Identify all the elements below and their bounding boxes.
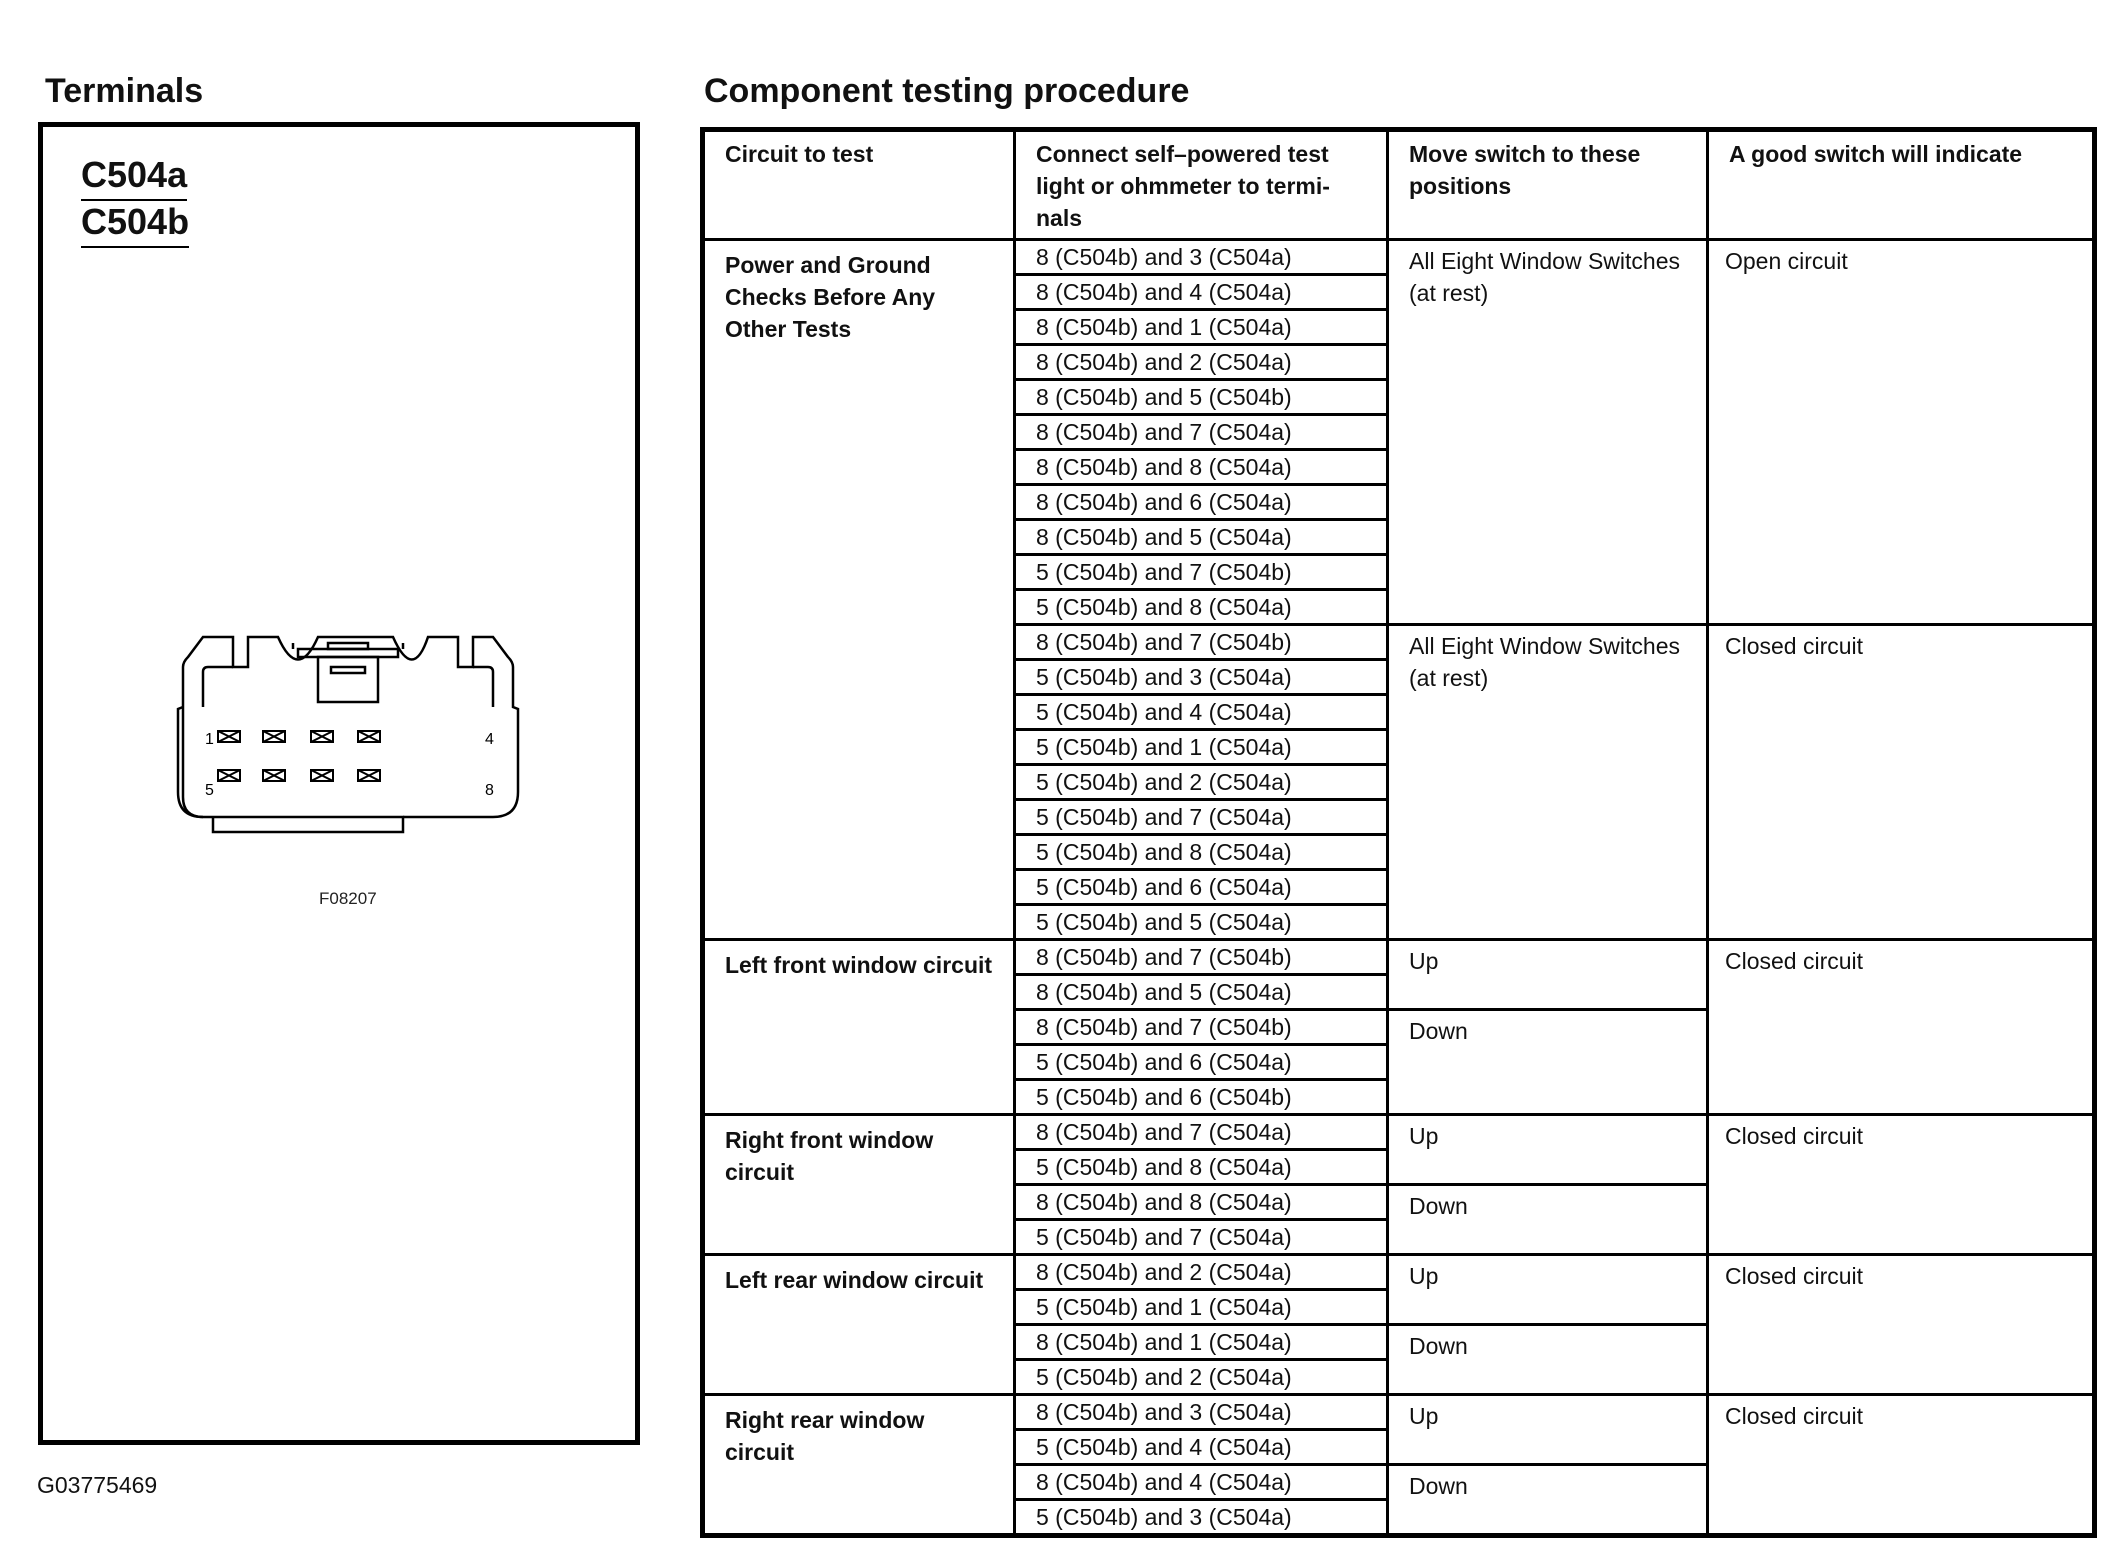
table-row bbox=[703, 1115, 2095, 1150]
connector-label-c504b: C504b bbox=[81, 204, 189, 248]
terminal-pair: 8 (C504b) and 5 (C504b) bbox=[1015, 380, 1388, 415]
pin-label-8: 8 bbox=[485, 782, 494, 799]
expected-indication: Closed circuit bbox=[1708, 1395, 2095, 1536]
terminal-pair: 8 (C504b) and 3 (C504a) bbox=[1015, 1395, 1388, 1430]
switch-position: Down bbox=[1388, 1010, 1708, 1115]
terminal-pair: 8 (C504b) and 7 (C504b) bbox=[1015, 1010, 1388, 1045]
terminal-pair: 8 (C504b) and 4 (C504a) bbox=[1015, 275, 1388, 310]
switch-position: Down bbox=[1388, 1185, 1708, 1255]
circuit-name: Right rear window circuit bbox=[703, 1395, 1015, 1536]
header-positions: Move switch to these positions bbox=[1388, 130, 1708, 240]
circuit-name: Right front window circuit bbox=[703, 1115, 1015, 1255]
terminal-pair: 8 (C504b) and 4 (C504a) bbox=[1015, 1465, 1388, 1500]
expected-indication: Closed circuit bbox=[1708, 1115, 2095, 1255]
table-row bbox=[703, 1255, 2095, 1290]
terminal-pair: 5 (C504b) and 5 (C504a) bbox=[1015, 905, 1388, 940]
switch-position: All Eight Window Switches (at rest) bbox=[1388, 240, 1708, 625]
terminal-pair: 5 (C504b) and 4 (C504a) bbox=[1015, 1430, 1388, 1465]
terminal-pair: 5 (C504b) and 7 (C504a) bbox=[1015, 1220, 1388, 1255]
table-row bbox=[703, 1395, 2095, 1430]
header-indication: A good switch will indicate bbox=[1708, 130, 2095, 240]
terminal-pair: 5 (C504b) and 8 (C504a) bbox=[1015, 835, 1388, 870]
pin-label-4: 4 bbox=[485, 731, 494, 748]
expected-indication: Closed circuit bbox=[1708, 625, 2095, 940]
terminal-pair: 5 (C504b) and 1 (C504a) bbox=[1015, 1290, 1388, 1325]
header-terminals: Connect self–powered test light or ohmmeter to termi- nals bbox=[1015, 130, 1388, 240]
connector-diagram bbox=[173, 627, 523, 867]
terminal-pair: 8 (C504b) and 6 (C504a) bbox=[1015, 485, 1388, 520]
table-row bbox=[703, 240, 2095, 275]
switch-position: Down bbox=[1388, 1325, 1708, 1395]
terminal-pair: 8 (C504b) and 1 (C504a) bbox=[1015, 310, 1388, 345]
terminal-pair: 8 (C504b) and 1 (C504a) bbox=[1015, 1325, 1388, 1360]
terminal-pair: 5 (C504b) and 4 (C504a) bbox=[1015, 695, 1388, 730]
terminal-pair: 5 (C504b) and 8 (C504a) bbox=[1015, 1150, 1388, 1185]
pin-cavity bbox=[358, 731, 380, 742]
terminal-pair: 8 (C504b) and 8 (C504a) bbox=[1015, 1185, 1388, 1220]
terminal-pair: 8 (C504b) and 2 (C504a) bbox=[1015, 345, 1388, 380]
expected-indication: Closed circuit bbox=[1708, 1255, 2095, 1395]
circuit-name: Left front window circuit bbox=[703, 940, 1015, 1115]
pin-cavity bbox=[263, 770, 285, 781]
procedure-heading: Component testing procedure bbox=[704, 72, 1190, 110]
pin-cavity bbox=[311, 770, 333, 781]
terminal-pair: 5 (C504b) and 8 (C504a) bbox=[1015, 590, 1388, 625]
procedure-table bbox=[700, 127, 2097, 1538]
terminal-pair: 5 (C504b) and 6 (C504a) bbox=[1015, 870, 1388, 905]
pin-cavity bbox=[311, 731, 333, 742]
pin-cavity bbox=[358, 770, 380, 781]
switch-position: Up bbox=[1388, 940, 1708, 1010]
expected-indication: Closed circuit bbox=[1708, 940, 2095, 1115]
terminal-pair: 5 (C504b) and 3 (C504a) bbox=[1015, 660, 1388, 695]
table-header-row bbox=[703, 130, 2095, 240]
terminal-pair: 5 (C504b) and 6 (C504b) bbox=[1015, 1080, 1388, 1115]
terminals-heading: Terminals bbox=[45, 72, 204, 110]
terminal-pair: 5 (C504b) and 6 (C504a) bbox=[1015, 1045, 1388, 1080]
pin-label-1: 1 bbox=[205, 731, 214, 748]
table-body bbox=[703, 240, 2095, 1536]
switch-position: Up bbox=[1388, 1255, 1708, 1325]
terminal-pair: 5 (C504b) and 3 (C504a) bbox=[1015, 1500, 1388, 1536]
terminal-pair: 8 (C504b) and 5 (C504a) bbox=[1015, 975, 1388, 1010]
terminal-pair: 8 (C504b) and 8 (C504a) bbox=[1015, 450, 1388, 485]
figure-reference: F08207 bbox=[319, 889, 377, 908]
switch-position: Up bbox=[1388, 1115, 1708, 1185]
terminal-pair: 5 (C504b) and 2 (C504a) bbox=[1015, 1360, 1388, 1395]
expected-indication: Open circuit bbox=[1708, 240, 2095, 625]
connector-label-c504a: C504a bbox=[81, 157, 187, 201]
drawing-code: G03775469 bbox=[37, 1472, 158, 1498]
pin-cavities bbox=[218, 731, 380, 781]
switch-position: All Eight Window Switches (at rest) bbox=[1388, 625, 1708, 940]
header-circuit: Circuit to test bbox=[703, 130, 1015, 240]
switch-position: Down bbox=[1388, 1465, 1708, 1536]
terminals-panel bbox=[38, 122, 640, 1445]
pin-cavity bbox=[218, 731, 240, 742]
pin-label-5: 5 bbox=[205, 782, 214, 799]
table-row bbox=[703, 940, 2095, 975]
terminal-pair: 5 (C504b) and 1 (C504a) bbox=[1015, 730, 1388, 765]
terminal-pair: 8 (C504b) and 7 (C504a) bbox=[1015, 415, 1388, 450]
terminal-pair: 5 (C504b) and 7 (C504b) bbox=[1015, 555, 1388, 590]
pin-cavity bbox=[218, 770, 240, 781]
terminal-pair: 5 (C504b) and 7 (C504a) bbox=[1015, 800, 1388, 835]
terminal-pair: 8 (C504b) and 3 (C504a) bbox=[1015, 240, 1388, 275]
terminal-pair: 8 (C504b) and 5 (C504a) bbox=[1015, 520, 1388, 555]
pin-cavity bbox=[263, 731, 285, 742]
terminal-pair: 8 (C504b) and 7 (C504a) bbox=[1015, 1115, 1388, 1150]
terminal-pair: 8 (C504b) and 7 (C504b) bbox=[1015, 625, 1388, 660]
switch-position: Up bbox=[1388, 1395, 1708, 1465]
terminal-pair: 8 (C504b) and 2 (C504a) bbox=[1015, 1255, 1388, 1290]
terminal-pair: 8 (C504b) and 7 (C504b) bbox=[1015, 940, 1388, 975]
circuit-name: Left rear window circuit bbox=[703, 1255, 1015, 1395]
circuit-name: Power and Ground Checks Before Any Other Tests bbox=[703, 240, 1015, 940]
terminal-pair: 5 (C504b) and 2 (C504a) bbox=[1015, 765, 1388, 800]
